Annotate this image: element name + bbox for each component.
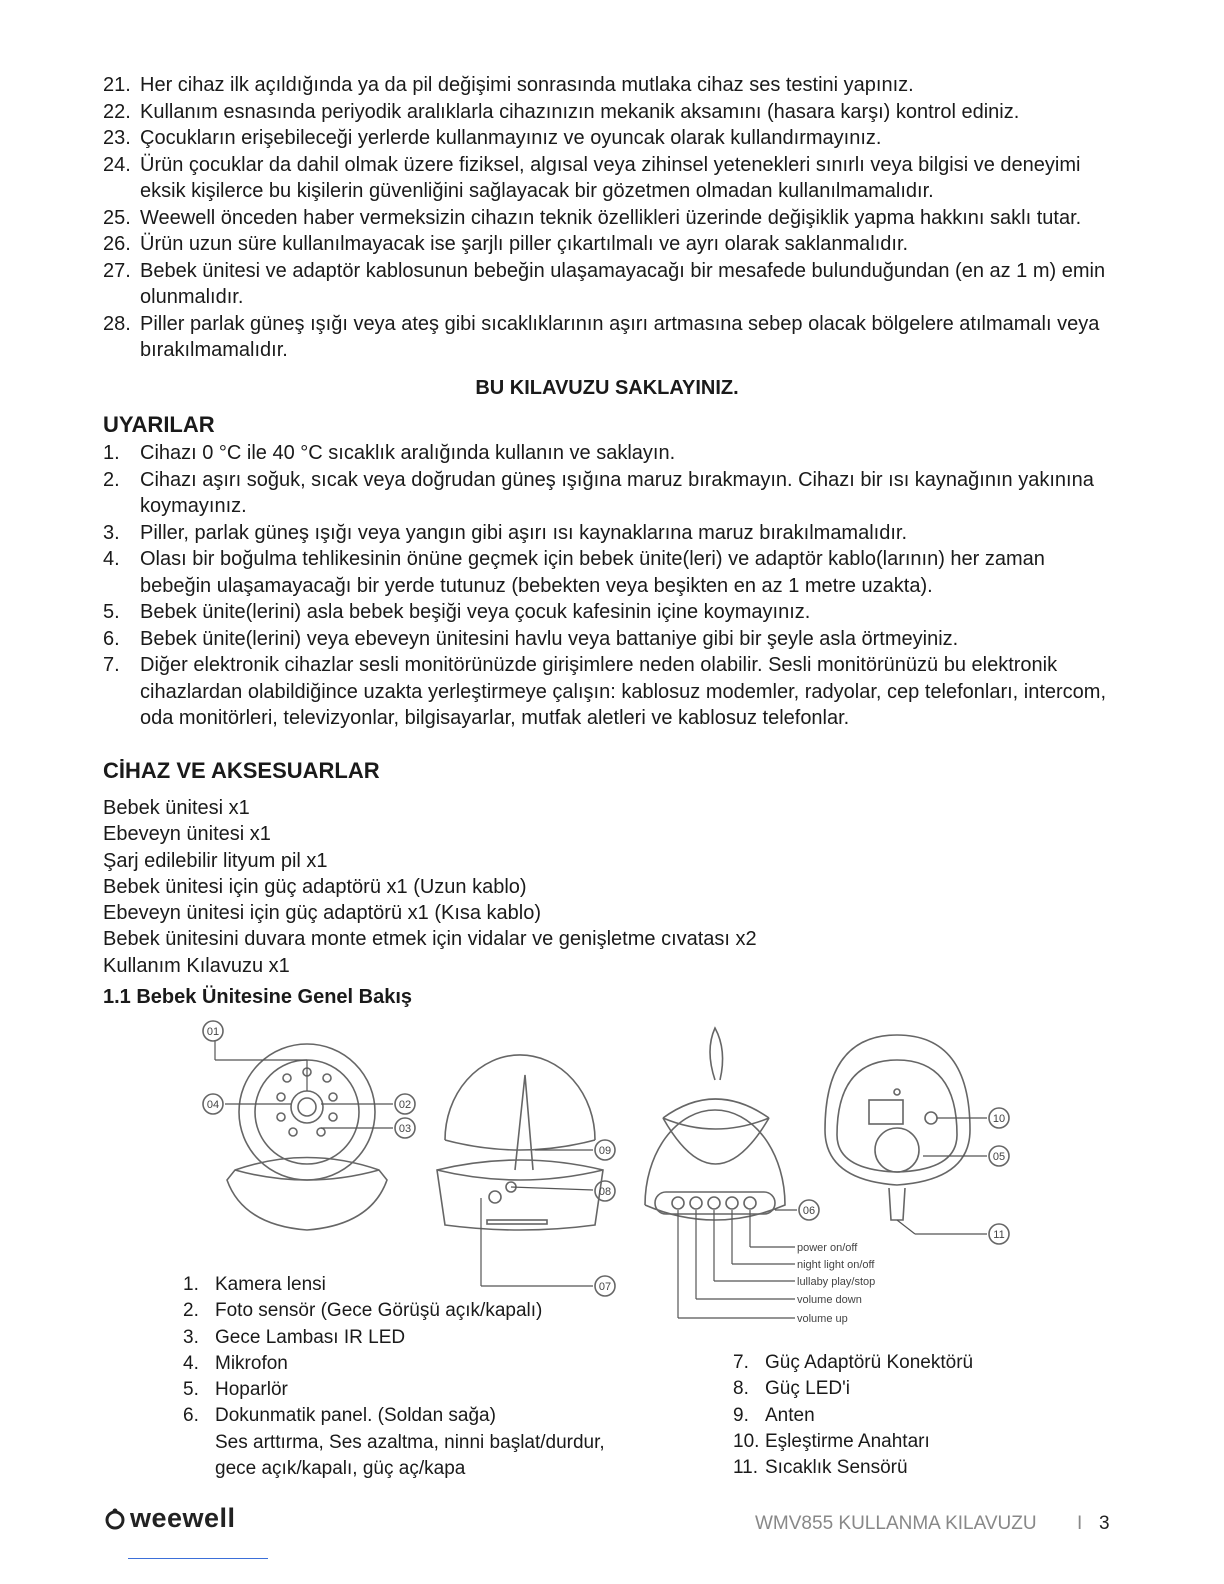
keep-manual-notice: BU KILAVUZU SAKLAYINIZ.	[475, 377, 739, 399]
svg-text:07: 07	[598, 1281, 612, 1293]
weewell-logo-icon	[104, 1508, 126, 1530]
callout-06	[799, 1200, 819, 1220]
accessory-item: Ebeveyn ünitesi x1	[103, 823, 271, 846]
item-number: 28.	[103, 312, 131, 335]
item-text: Ürün uzun süre kullanılmayacak ise şarjlı piller çıkartılmalı ve ayrı olarak saklanmalıdır.	[140, 233, 909, 255]
accessory-item: Bebek ünitesi için güç adaptörü x1 (Uzun kablo)	[103, 875, 527, 898]
item-text: Güç Adaptörü Konektörü	[765, 1352, 974, 1373]
item-text: Bebek ünitesi ve adaptör kablosunun bebeğin ulaşamayacağı bir mesafede bulunduğundan (en az 1 m) emin olunmalıdır.	[140, 259, 1106, 308]
list-item	[103, 652, 1118, 732]
item-number: 24.	[103, 153, 131, 176]
list-item	[733, 1455, 1073, 1481]
brand-name: weewell	[130, 1503, 236, 1533]
camera-side-illustration	[645, 1028, 785, 1220]
list-item	[103, 599, 1118, 626]
item-number: 3.	[103, 521, 120, 544]
label-power: power on/off	[797, 1242, 858, 1254]
item-text: Kamera lensi	[215, 1274, 326, 1295]
list-item	[103, 72, 1118, 99]
callout-05	[989, 1146, 1009, 1166]
item-number: 2.	[183, 1300, 199, 1322]
list-item	[733, 1429, 1073, 1455]
list-item	[183, 1325, 703, 1351]
accessories-list	[103, 795, 757, 979]
item-text: Olası bir boğulma tehlikesinin önüne geçmek için bebek ünite(leri) ve adaptör kablo(larının) her zaman bebeğin ulaşamayacağı bir yerde tutunuz (bebekten veya beşikten en az 1 metre uzakta).	[140, 548, 1045, 597]
callout-02	[395, 1094, 415, 1114]
item-text: Diğer elektronik cihazlar sesli monitörünüzde girişimlere neden olabilir. Sesli monitörünüzü bu elektronik cihazlardan olabildiğince uzakta yerleştirmeye çalışın: kablosuz modemler, radyolar, cep telefonları, intercom, oda monitörleri, televizyonlar, bilgisayarlar, mutfak aletleri ve kablosuz telefonlar.	[140, 654, 1107, 729]
item-number: 22.	[103, 100, 131, 123]
item-text: Bebek ünite(lerini) veya ebeveyn ünitesini havlu veya battaniye gibi bir şeyle asla örtmeyiniz.	[140, 627, 959, 650]
callout-09	[595, 1140, 615, 1160]
list-item	[733, 1350, 1073, 1376]
item-text: Bebek ünite(lerini) asla bebek beşiği veya çocuk kafesinin içine koymayınız.	[140, 601, 811, 623]
item-number: 4.	[183, 1352, 199, 1374]
item-number: 7.	[733, 1352, 749, 1373]
callout-11	[989, 1224, 1009, 1244]
footer-divider	[128, 1558, 268, 1559]
accessory-item: Bebek ünitesi x1	[103, 797, 250, 819]
item-text: Piller, parlak güneş ışığı veya yangın gibi aşırı ısı kaynaklarına maruz bırakılmamalıdır.	[140, 521, 908, 544]
footer-separator: I	[1077, 1513, 1083, 1534]
item-text: Her cihaz ilk açıldığında ya da pil değişimi sonrasında mutlaka cihaz ses testini yapınız.	[140, 74, 914, 96]
list-item	[103, 626, 1118, 653]
list-item	[103, 520, 1118, 547]
item-number: 26.	[103, 233, 131, 255]
item-text: Çocukların erişebileceği yerlerde kullanmayınız ve oyuncak olarak kullandırmayınız.	[140, 127, 882, 149]
item-number: 2.	[103, 468, 120, 491]
list-item	[183, 1351, 703, 1377]
item-text: Sıcaklık Sensörü	[765, 1457, 908, 1479]
item-text: Weewell önceden haber vermeksizin cihazın teknik özellikleri üzerinde değişiklik yapma hakkını saklı tutar.	[140, 206, 1082, 229]
list-item	[103, 546, 1118, 599]
parts-list-left	[183, 1272, 703, 1482]
item-number: 23.	[103, 127, 131, 149]
item-number: 6.	[103, 627, 120, 650]
warnings-list	[103, 440, 1118, 732]
item-number: 9.	[733, 1404, 749, 1426]
item-text: Anten	[765, 1404, 815, 1426]
callout-04	[203, 1094, 223, 1114]
safety-list	[103, 72, 1118, 364]
list-item	[183, 1298, 703, 1324]
item-number: 1.	[103, 442, 120, 464]
callout-03	[395, 1118, 415, 1138]
svg-text:03: 03	[398, 1123, 412, 1135]
item-number: 4.	[103, 548, 120, 570]
item-text: Gece Lambası IR LED	[215, 1326, 406, 1348]
item-number: 5.	[183, 1379, 199, 1401]
list-item	[103, 125, 1118, 152]
manual-title: WMV855 KULLANMA KILAVUZU	[755, 1513, 1037, 1534]
warnings-heading: UYARILAR	[103, 412, 215, 437]
item-text: Güç LED'i	[765, 1378, 850, 1400]
item-text: Hoparlör	[215, 1379, 288, 1401]
item-text: Foto sensör (Gece Görüşü açık/kapalı)	[215, 1300, 543, 1322]
list-item	[103, 440, 1118, 467]
callout-01	[203, 1021, 223, 1041]
svg-text:10: 10	[992, 1113, 1006, 1125]
item-text: Cihazı 0 °C ile 40 °C sıcaklık aralığında kullanın ve saklayın.	[140, 442, 676, 464]
item-text: Cihazı aşırı soğuk, sıcak veya doğrudan güneş ışığına maruz bırakmayın. Cihazı bir ısı kaynağının yakınına koymayınız.	[140, 468, 1094, 517]
item-text: Eşleştirme Anahtarı	[765, 1430, 930, 1452]
accessories-heading: CİHAZ VE AKSESUARLAR	[103, 758, 380, 783]
label-lullaby: lullaby play/stop	[797, 1276, 876, 1288]
list-item	[183, 1403, 703, 1429]
svg-text:01: 01	[206, 1026, 220, 1038]
list-item	[183, 1456, 703, 1482]
list-item	[183, 1272, 703, 1298]
item-number: 3.	[183, 1326, 199, 1348]
svg-text:06: 06	[802, 1205, 816, 1217]
item-text: Ürün çocuklar da dahil olmak üzere fiziksel, algısal veya zihinsel yetenekleri sınırlı veya bilgisi ve deneyimi eksik kişilerce bu kişilerin güvenliğini sağlayacak bir gözetmen olmadan kullanılmamalıdır.	[140, 153, 1081, 202]
page-number: 3	[1099, 1513, 1110, 1534]
item-text: Piller parlak güneş ışığı veya ateş gibi sıcaklıklarının aşırı artmasına sebep olacak bölgelere atılmamalı veya bırakılmamalıdır.	[140, 312, 1100, 361]
list-item	[183, 1430, 703, 1456]
svg-text:05: 05	[992, 1151, 1006, 1163]
svg-text:08: 08	[598, 1186, 612, 1198]
svg-text:09: 09	[598, 1145, 612, 1157]
list-item	[103, 258, 1118, 311]
svg-text:02: 02	[398, 1099, 412, 1111]
list-item	[733, 1376, 1073, 1402]
item-text: Ses arttırma, Ses azaltma, ninni başlat/durdur,	[215, 1431, 605, 1453]
item-text: gece açık/kapalı, güç aç/kapa	[215, 1458, 466, 1480]
overview-heading: 1.1 Bebek Ünitesine Genel Bakış	[103, 986, 413, 1008]
camera-rear-illustration	[437, 1055, 603, 1230]
item-number: 6.	[183, 1405, 199, 1427]
item-text: Mikrofon	[215, 1352, 288, 1374]
svg-text:11: 11	[993, 1229, 1005, 1241]
item-text: Dokunmatik panel. (Soldan sağa)	[215, 1405, 496, 1427]
label-volume-down: volume down	[797, 1294, 862, 1306]
item-number: 25.	[103, 206, 131, 229]
list-item	[103, 152, 1118, 205]
accessory-item: Şarj edilebilir lityum pil x1	[103, 849, 328, 872]
list-item	[103, 311, 1118, 364]
accessory-item: Kullanım Kılavuzu x1	[103, 954, 290, 977]
item-number: 8.	[733, 1378, 749, 1400]
weewell-logo	[104, 1503, 236, 1534]
item-number: 10.	[733, 1430, 760, 1452]
item-number: 1.	[183, 1274, 199, 1295]
item-text: Kullanım esnasında periyodik aralıklarla cihazınızın mekanik aksamını (hasara karşı) kontrol ediniz.	[140, 100, 1020, 123]
svg-text:04: 04	[206, 1099, 220, 1111]
item-number: 11.	[733, 1457, 759, 1479]
list-item	[103, 205, 1118, 232]
item-number: 5.	[103, 601, 120, 623]
item-number: 21.	[103, 74, 131, 96]
label-night-light: night light on/off	[797, 1259, 875, 1271]
callout-08	[595, 1181, 615, 1201]
item-number: 27.	[103, 259, 131, 282]
accessory-item: Bebek ünitesini duvara monte etmek için vidalar ve genişletme cıvatası x2	[103, 928, 757, 951]
parts-list-right	[733, 1350, 1073, 1481]
list-item	[103, 467, 1118, 520]
list-item	[183, 1377, 703, 1403]
list-item	[733, 1403, 1073, 1429]
list-item	[103, 99, 1118, 126]
accessory-item: Ebeveyn ünitesi için güç adaptörü x1 (Kısa kablo)	[103, 902, 542, 925]
item-number: 7.	[103, 654, 120, 676]
camera-back-illustration	[825, 1035, 970, 1220]
label-volume-up: volume up	[797, 1313, 848, 1325]
list-item	[103, 231, 1118, 258]
callout-10	[989, 1108, 1009, 1128]
